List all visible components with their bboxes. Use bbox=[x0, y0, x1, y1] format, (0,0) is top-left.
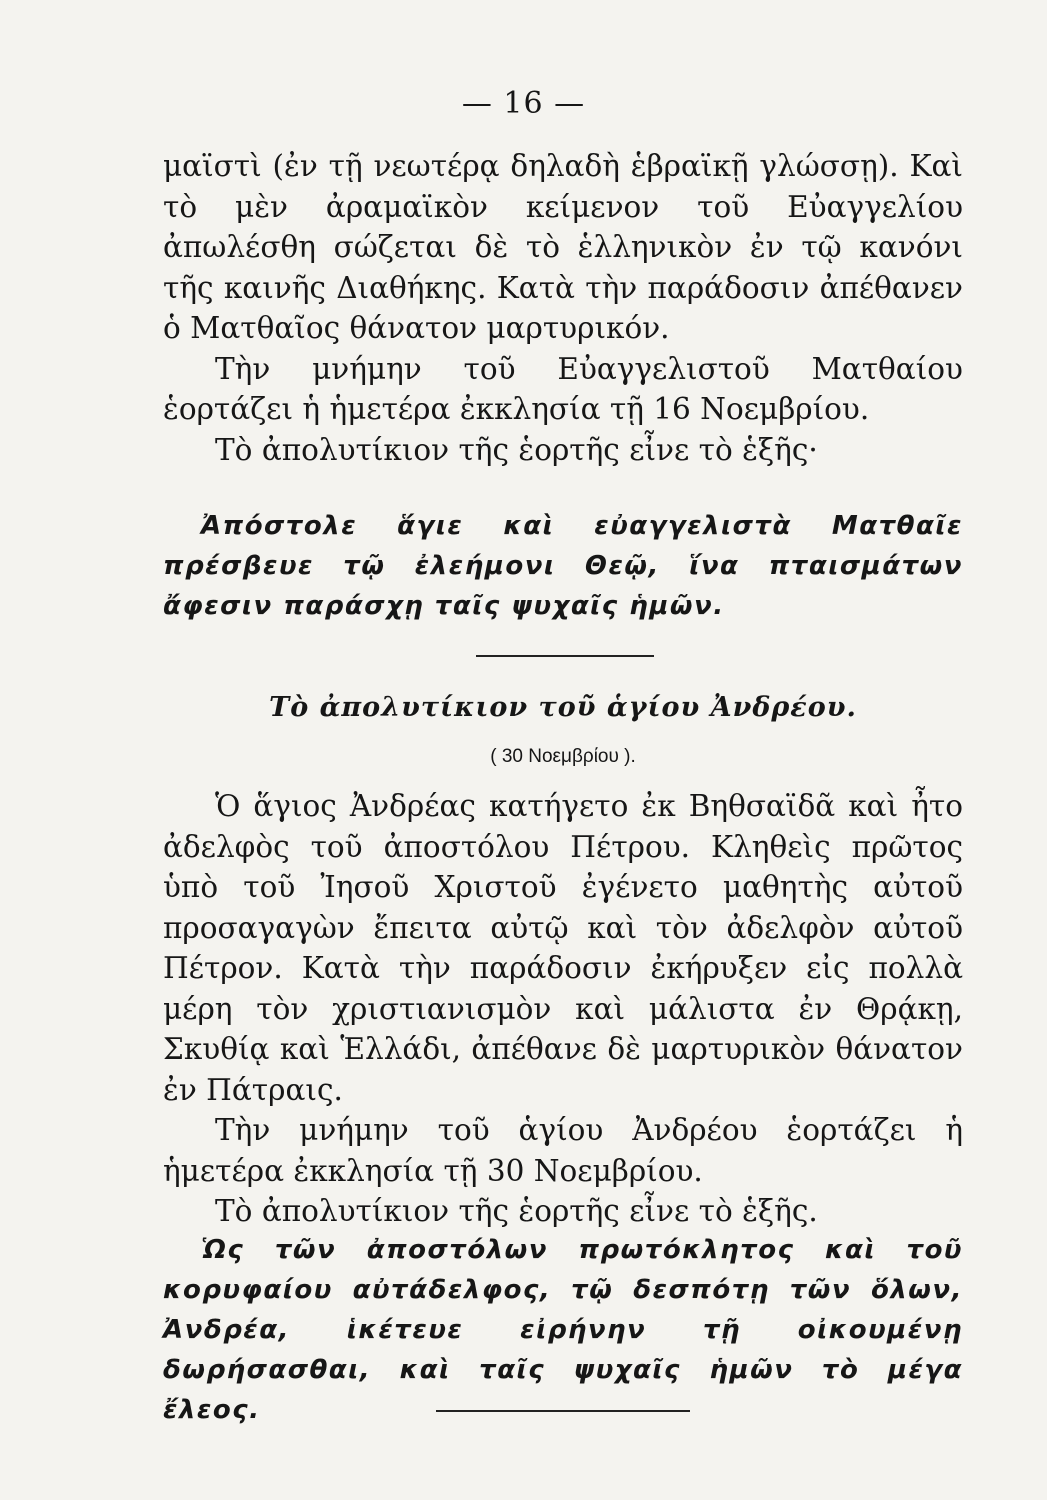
andrew-memory-paragraph: Τὴν μνήμην τοῦ ἁγίου Ἀνδρέου ἑορτάζει ἡ ἡμετέρα ἐκκλησία τῇ 30 Νοεμβρίου. bbox=[163, 1113, 963, 1188]
andrew-text-block bbox=[163, 786, 963, 1232]
apolytikion-intro-matthew: Τὸ ἀπολυτίκιον τῆς ἑορτῆς εἶνε τὸ ἑξῆς· bbox=[215, 432, 818, 467]
hymn-matthew: Ἀπόστολε ἅγιε καὶ εὐαγγελιστὰ Ματθαῖε πρέσβευε τῷ ἐλεήμονι Θεῷ, ἵνα πταισμάτων ἄφεσιν παράσχῃ ταῖς ψυχαῖς ἡμῶν. bbox=[163, 511, 963, 621]
andrew-paragraph: Ὁ ἅγιος Ἀνδρέας κατήγετο ἐκ Βηθσαϊδᾶ καὶ ἦτο ἀδελφὸς τοῦ ἀποστόλου Πέτρου. Κληθεὶς πρῶτος ὑπὸ τοῦ Ἰησοῦ Χριστοῦ ἐγένετο μαθητὴς αὐτοῦ προσαγαγὼν ἔπειτα αὐτῷ καὶ τὸν ἀδελφὸν αὐτοῦ Πέτρον. Κατὰ τὴν παράδοσιν ἐκήρυξεν εἰς πολλὰ μέρη τὸν χριστιανισμὸν καὶ μάλιστα ἐν Θρᾴκῃ, Σκυθίᾳ καὶ Ἑλλάδι, ἀπέθανε δὲ μαρτυρικὸν θάνατον ἐν Πάτραις. bbox=[163, 789, 963, 1107]
apolytikion-intro-andrew: Τὸ ἀπολυτίκιον τῆς ἑορτῆς εἶνε τὸ ἑξῆς. bbox=[215, 1194, 818, 1228]
page-number: — 16 — bbox=[461, 86, 586, 121]
section-title: Τὸ ἀπολυτίκιον τοῦ ἁγίου Ἀνδρέου. bbox=[269, 692, 857, 723]
hymn-andrew: Ὡς τῶν ἀποστόλων πρωτόκλητος καὶ τοῦ κορυφαίου αὐτάδελφος, τῷ δεσπότῃ τῶν ὅλων, Ἀνδρέα, ἱκέτευε εἰρήνην τῇ οἰκουμένῃ δωρήσασθαι, καὶ ταῖς ψυχαῖς ἡμῶν τὸ μέγα ἔλεος. bbox=[163, 1235, 963, 1425]
section-date: ( 30 Νοεμβρίου ). bbox=[490, 746, 636, 767]
section-divider bbox=[476, 655, 654, 657]
hymn-andrew-block bbox=[163, 1230, 963, 1430]
top-text-block bbox=[163, 146, 963, 470]
matthew-memory-paragraph: Τὴν μνήμην τοῦ Εὐαγγελιστοῦ Ματθαίου ἑορτάζει ἡ ἡμετέρα ἐκκλησία τῇ 16 Νοεμβρίου. bbox=[163, 351, 963, 426]
bottom-divider bbox=[436, 1410, 690, 1412]
hymn-matthew-block bbox=[163, 506, 963, 626]
intro-paragraph: μαϊστὶ (ἐν τῇ νεωτέρᾳ δηλαδὴ ἑβραϊκῇ γλώσσῃ). Καὶ τὸ μὲν ἀραμαϊκὸν κείμενον τοῦ Εὐαγγελίου ἀπωλέσθη σώζεται δὲ τὸ ἑλληνικὸν ἐν τῷ κανόνι τῆς καινῆς Διαθήκης. Κατὰ τὴν παράδοσιν ἀπέθανεν ὁ Ματθαῖος θάνατον μαρτυρικόν. bbox=[163, 149, 963, 345]
